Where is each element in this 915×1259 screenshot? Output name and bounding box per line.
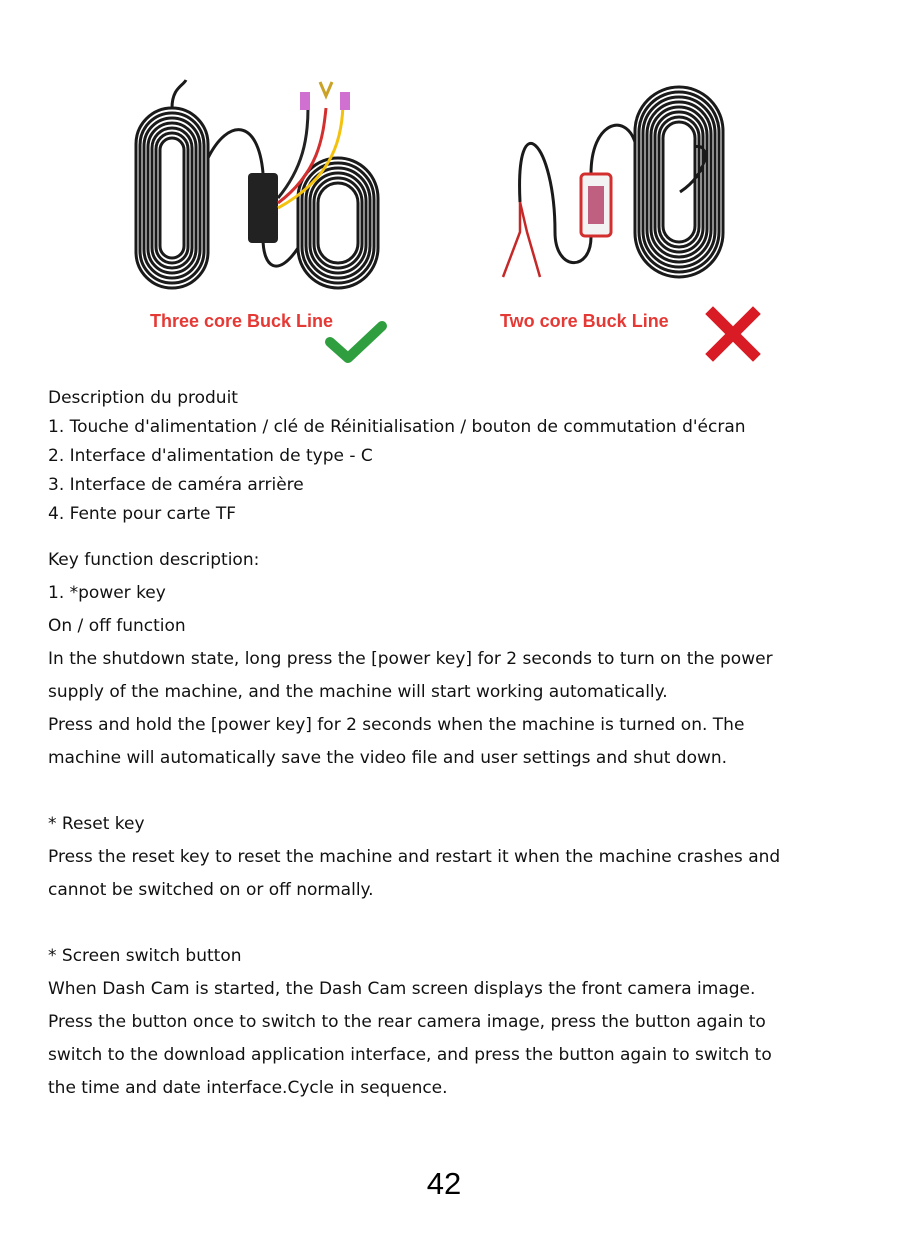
screen-switch-text: Press the button once to switch to the rear camera image, press the button again to xyxy=(48,1012,766,1032)
three-core-buck-line-image xyxy=(128,78,388,298)
key-function-description xyxy=(48,544,848,1105)
power-key-title: 1. *power key xyxy=(48,583,166,603)
description-item: 2. Interface d'alimentation de type - C xyxy=(48,446,373,466)
product-description xyxy=(48,384,848,529)
key-heading: Key function description: xyxy=(48,550,260,570)
description-item: 3. Interface de caméra arrière xyxy=(48,475,304,495)
power-key-text: In the shutdown state, long press the [power key] for 2 seconds to turn on the power xyxy=(48,649,773,669)
reset-key-text: cannot be switched on or off normally. xyxy=(48,880,374,900)
check-mark-icon xyxy=(324,320,388,364)
page-number: 42 xyxy=(426,1166,462,1201)
description-item: 4. Fente pour carte TF xyxy=(48,504,237,524)
screen-switch-title: * Screen switch button xyxy=(48,946,242,966)
description-heading: Description du produit xyxy=(48,388,238,408)
power-key-text: supply of the machine, and the machine will start working automatically. xyxy=(48,682,668,702)
two-core-caption: Two core Buck Line xyxy=(500,311,669,331)
screen-switch-text: the time and date interface.Cycle in sequence. xyxy=(48,1078,448,1098)
screen-switch-text: When Dash Cam is started, the Dash Cam screen displays the front camera image. xyxy=(48,979,756,999)
power-key-subtitle: On / off function xyxy=(48,616,186,636)
power-key-text: Press and hold the [power key] for 2 seconds when the machine is turned on. The xyxy=(48,715,745,735)
power-key-text: machine will automatically save the video file and user settings and shut down. xyxy=(48,748,728,768)
three-core-caption: Three core Buck Line xyxy=(150,311,334,331)
reset-key-text: Press the reset key to reset the machine and restart it when the machine crashes and xyxy=(48,847,781,867)
cross-mark-icon xyxy=(705,306,761,362)
description-item: 1. Touche d'alimentation / clé de Réinitialisation / bouton de commutation d'écran xyxy=(48,417,746,437)
two-core-buck-line-image xyxy=(495,82,730,282)
reset-key-title: * Reset key xyxy=(48,814,145,834)
screen-switch-text: switch to the download application interface, and press the button again to switch to xyxy=(48,1045,772,1065)
